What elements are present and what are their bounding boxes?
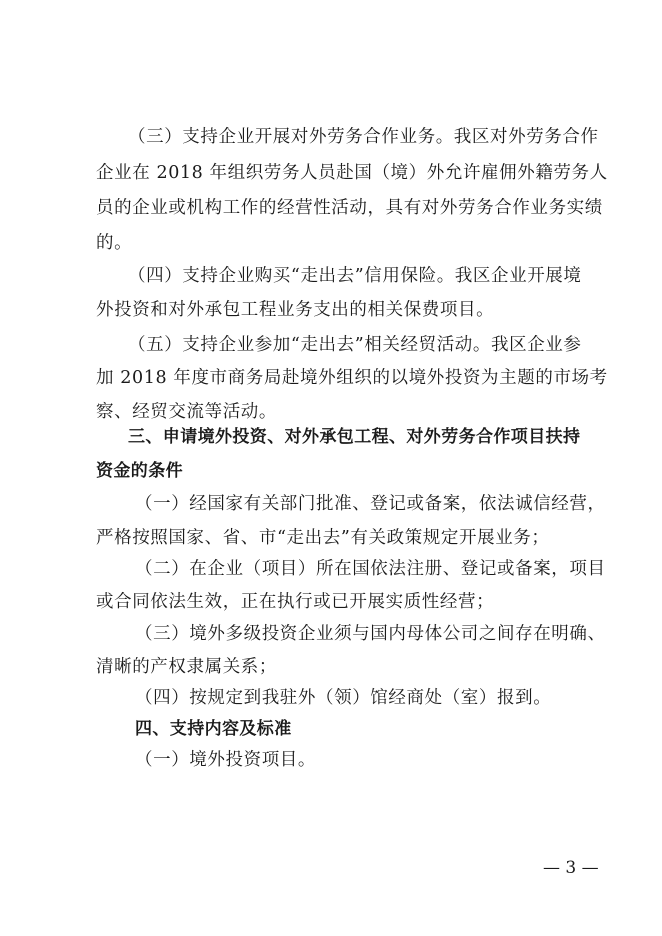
paragraph-line: 员的企业或机构工作的经营性活动，具有对外劳务合作业务实绩	[96, 198, 603, 218]
page-number: — 3 —	[543, 858, 599, 878]
paragraph-line: 外投资和对外承包工程业务支出的相关保费项目。	[96, 300, 495, 320]
paragraph-line: （五）支持企业参加“走出去”相关经贸活动。我区企业参	[128, 335, 582, 355]
paragraph-line: 加 2018 年度市商务局赴境外组织的以境外投资为主题的市场考	[96, 368, 608, 388]
section-heading: 资金的条件	[96, 461, 183, 481]
paragraph-line: （四）按规定到我驻外（领）馆经商处（室）报到。	[135, 688, 552, 708]
paragraph-line: （三）境外多级投资企业须与国内母体公司之间存在明确、	[135, 624, 606, 644]
section-heading: 四、支持内容及标准	[135, 719, 292, 739]
section-heading: 三、申请境外投资、对外承包工程、对外劳务合作项目扶持	[128, 427, 581, 447]
paragraph-line: 企业在 2018 年组织劳务人员赴国（境）外允许雇佣外籍劳务人	[96, 163, 608, 183]
paragraph-line: 察、经贸交流等活动。	[96, 402, 277, 422]
paragraph-line: （一）境外投资项目。	[135, 750, 316, 770]
paragraph-line: 严格按照国家、省、市“走出去”有关政策规定开展业务；	[96, 528, 550, 548]
paragraph-line: （一）经国家有关部门批准、登记或备案，依法诚信经营，	[135, 494, 606, 514]
paragraph-line: （四）支持企业购买“走出去”信用保险。我区企业开展境	[128, 266, 582, 286]
paragraph-line: 或合同依法生效，正在执行或已开展实质性经营；	[96, 592, 495, 612]
paragraph-line: 清晰的产权隶属关系；	[96, 657, 277, 677]
paragraph-line: （三）支持企业开展对外劳务合作业务。我区对外劳务合作	[128, 127, 599, 147]
paragraph-line: 的。	[96, 233, 133, 253]
paragraph-line: （二）在企业（项目）所在国依法注册、登记或备案，项目	[135, 559, 606, 579]
